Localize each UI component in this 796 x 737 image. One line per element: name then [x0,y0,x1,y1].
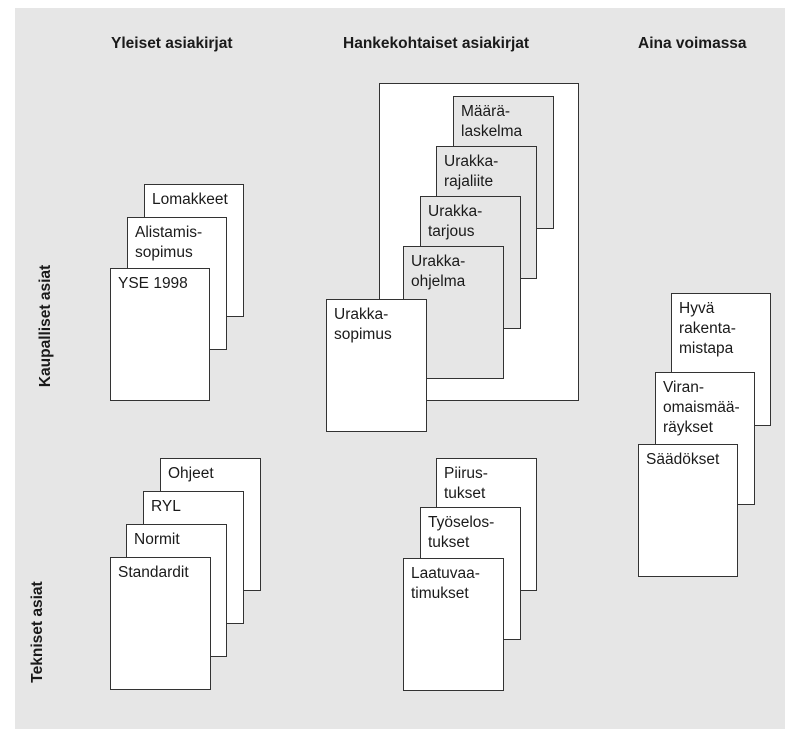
doc-label: Normit [134,531,180,548]
doc-label: Ohjeet [168,465,214,482]
doc-label: Laatuvaa- timukset [411,565,480,602]
doc-label: Piirus- tukset [444,465,488,502]
doc-card-yse-1998 [110,268,210,401]
doc-label: Säädökset [646,451,720,468]
column-header-general: Yleiset asiakirjat [111,35,233,52]
doc-label: Työselos- tukset [428,514,495,551]
doc-card-urakkasopimus [326,299,427,432]
doc-label: Standardit [118,564,189,581]
column-header-project: Hankekohtaiset asiakirjat [343,35,530,52]
doc-label: Lomakkeet [152,191,228,208]
doc-label: Urakka- tarjous [428,203,483,240]
doc-label: Määrä- laskelma [461,103,523,140]
doc-label: Viran- omaismää- räykset [663,379,740,436]
doc-card-saadokset [638,444,738,577]
row-label-commercial: Kaupalliset asiat [37,264,54,388]
doc-label: Hyvä rakenta- mistapa [679,300,736,357]
doc-label: YSE 1998 [118,275,188,292]
row-label-technical: Tekniset asiat [29,581,46,683]
doc-card-laatuvaatimukset [403,558,504,691]
column-header-always: Aina voimassa [638,35,747,52]
doc-label: Urakka- sopimus [334,306,392,343]
doc-label: Alistamis- sopimus [135,224,203,261]
doc-card-standardit [110,557,211,690]
doc-label: Urakka- rajaliite [444,153,499,190]
doc-label: RYL [151,498,181,515]
doc-label: Urakka- ohjelma [411,253,466,290]
